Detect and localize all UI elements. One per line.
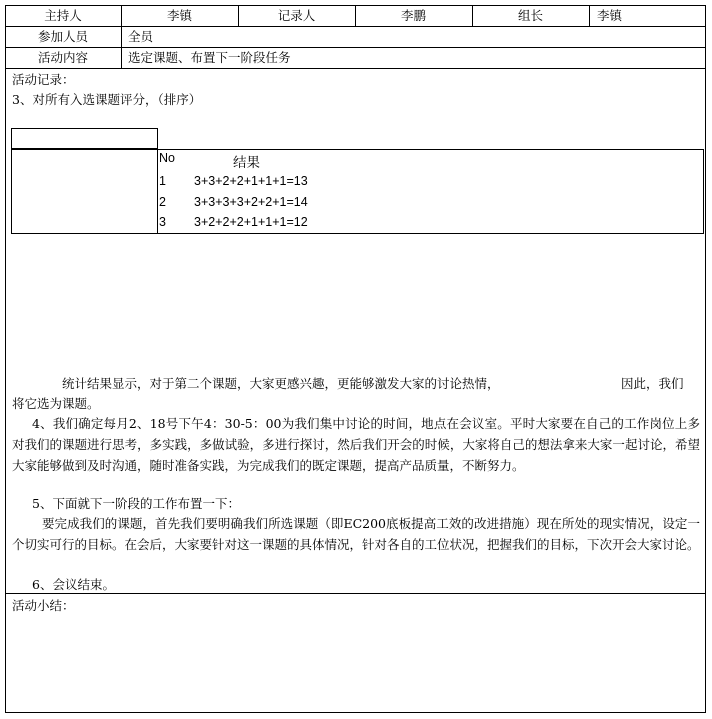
record-item-6: 6、会议结束。 <box>32 577 115 592</box>
score-row-1-no: 1 <box>159 174 166 188</box>
content-value: 选定课题、布置下一阶段任务 <box>128 50 291 65</box>
participants-value: 全员 <box>128 29 154 44</box>
host-value: 李镇 <box>166 8 192 23</box>
record-item-4: 4、我们确定每月2、18号下午4：30-5：00为我们集中讨论的时间，地点在会议室。平时大家要在自己的工作岗位上多对我们的课题进行思考，多实践，多做试验，多进行探讨，然后我们开会的时候，大家将自己的想法拿来大家一起讨论，希望大家能够做到及时沟通，随时准备实践，为完成我们的既定课题，提高产品质量，不断努力。 <box>12 416 700 473</box>
record-item-5: 5、下面就下一阶段的工作布置一下： <box>32 496 240 511</box>
score-row-2-result: 3+3+3+3+2+2+1=14 <box>194 195 308 209</box>
host-label: 主持人 <box>44 8 82 23</box>
statistics-text-line2: 将它选为课题。 <box>12 396 100 411</box>
header-row-divider-3 <box>5 68 706 69</box>
content-label: 活动内容 <box>37 50 88 65</box>
summary-divider <box>5 593 706 594</box>
participants-label: 参加人员 <box>37 29 88 44</box>
score-table <box>11 149 704 234</box>
score-table-header-result: 结果 <box>233 155 260 170</box>
summary-title: 活动小结： <box>12 598 75 613</box>
score-table-divider <box>157 149 158 234</box>
score-table-header-no: No <box>159 151 175 165</box>
score-row-2-no: 2 <box>159 195 166 209</box>
record-item-5-detail: 要完成我们的课题，首先我们要明确我们所选课题（即EC200底板提高工效的改进措施）现在所处的现实情况，设定一个切实可行的目标。在会后，大家要针对这一课题的具体情况，针对各自的工位状况，把握我们的目标，下次开会大家讨论。 <box>12 516 700 552</box>
statistics-text-line1a: 统计结果显示，对于第二个课题，大家更感兴趣，更能够激发大家的讨论热情， <box>62 376 500 391</box>
score-row-3-result: 3+2+2+2+1+1+1=12 <box>194 215 308 229</box>
record-title: 活动记录： <box>12 72 75 87</box>
recorder-value: 李鹏 <box>400 8 426 23</box>
statistics-text-line1b: 因此，我们 <box>621 376 684 391</box>
meeting-record-form <box>5 5 706 713</box>
score-row-1-result: 3+3+2+2+1+1+1=13 <box>194 174 308 188</box>
record-item-3: 3、对所有入选课题评分，（排序） <box>12 92 202 107</box>
score-row-3-no: 3 <box>159 215 166 229</box>
recorder-label: 记录人 <box>277 8 316 23</box>
header-col-divider-5 <box>589 5 590 26</box>
leader-label: 组长 <box>517 8 543 23</box>
leader-value: 李镇 <box>597 8 623 23</box>
score-table-top-box <box>11 128 158 149</box>
